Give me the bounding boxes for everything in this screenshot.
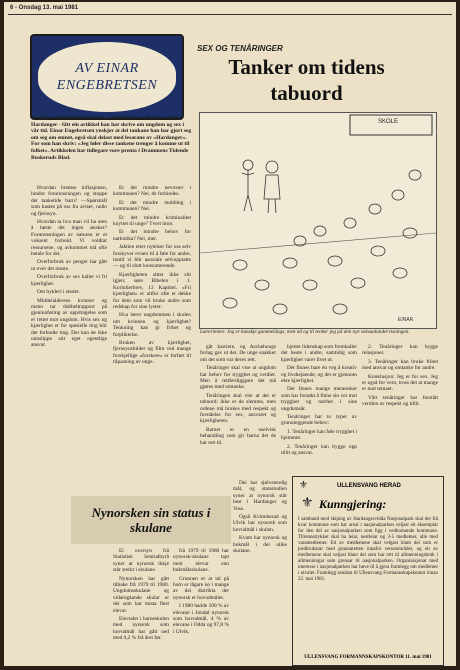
cartoon-label: SKOLE xyxy=(378,119,399,125)
notice-text: I samband med skiping av Hardangervidda Nasjonalpark skal det frå kvar kommune som har areal i nasjonalparken veljast eit eksemplar for den del av nasjonalparken som ligg i vedkomande kommune. Tilrennstrykket skal ha leiar, nestleiar og 3-5 medlemer, alle med varamedlemer. Eit av medlemene skal velgast blant dei som er jordbrukarar med grunnaretten innafor verneområdet, og eit av medlemene skal veljast blant dei som har rett til allmenningsbruk i allmenningar som grensar til nasjonalparken. Organisasjonar med interesse i nasjonalparken har høve til å gjera framlegg om medlemer i utvalet. Framlegg sendast til Ullensvang Formannskapskontor innan 22. mai 1981. xyxy=(298,517,438,582)
paragraph: Det finnes mange mennesker som har forsøkt å finne sin vei mot trygghet og nærhet i sine ungdomsår. xyxy=(281,386,357,412)
byline: AV EINAR ENGEBRETSEN xyxy=(56,61,158,93)
paragraph: 2. Tenåringer kan bygge relasjoner. xyxy=(362,344,438,357)
paragraph: Nynorsken har gått tilbake frå 1979 til 1980. Ungdomsskulane og vidaregåande skular er dei som har mista flest elevar. xyxy=(113,575,169,614)
paragraph: Hvordan bremse inflasjonen, hindre forurensningen og stoppe det tanketide barn? —Spørsmål som kastes på oss fra aviser, radio og fjernsyn. xyxy=(31,185,107,217)
sub-column-1 xyxy=(113,548,169,660)
paragraph: Tenåringen skal vite at det er tabuord: ikke er de slemme, men ordene må brukes med respekt og forståelse for sex, ansvaret og kjærligheten. xyxy=(200,392,276,425)
sub-column-3 xyxy=(233,480,287,660)
subheadline-box xyxy=(71,496,231,544)
paragraph: Er det mindre behov for narkotika? Nei, mer. xyxy=(113,229,191,242)
article-column-4 xyxy=(281,344,357,474)
paragraph: Bruken av kjærlighet, fjernsynsbilder og film ved mange forskjellige «forskere» er forført til tilpasning av unge. xyxy=(113,339,191,366)
paragraph: Hva lærer ungdommen i skolen om kvinnen og kjærlighet? Tenkning kan gi frihet og forpliktelse. xyxy=(113,312,191,338)
paragraph: Middelalderens kvinner og menn tar dobbeltrapport på gjeninnføring av oppdragelse som er rettet mot ungdom. Hvis sex og kjærlighet er for spesielle ting blir det forbudte ting. Der kan de ikke unnslippe sitt eget egentlige ansvar. xyxy=(31,297,107,349)
cartoon-signature: EINAR xyxy=(398,317,414,323)
paragraph: Jaktien etter nytelser for oss selv forskyver evnen til å føle for andre, inntil vi blir asosiale selvopptatte — og til slutt konsumerende. xyxy=(113,244,191,270)
cartoon xyxy=(199,112,437,329)
paragraph: Konklusjon: Jeg er for sex. Jeg er også for vern, tross det at mange er mot temaet. xyxy=(362,373,438,393)
paragraph: Barnet er en uselvisk behandling som gir barna det de har rett til. xyxy=(200,426,276,446)
kicker: SEX OG TENÅRINGER xyxy=(197,44,283,53)
paragraph: Tenåringer har to typer av grunnleggende behov: xyxy=(281,414,357,427)
paragraph: Ei oversyn frå Statistisk Sentralbyrå syner at nynorsk ikkje står sterkt i skulane. xyxy=(113,548,169,574)
article-column-5 xyxy=(362,344,438,472)
paragraph: Tenåringer skal vise at ungdom har behov for trygghet og verdier. Men å rettferdiggjøre det må gjøres med omtanke. xyxy=(200,365,276,391)
municipal-notice xyxy=(292,476,444,666)
article-column-3 xyxy=(200,344,276,474)
ingress: Fra Einar Engebretsen har me - gjennom ein av lesarane våre i Hardanger - fått ein artikkel han har skrive om ungdom og sex i vår tid. Einar Engebretsen ynskjer at dei tankane han har gjort seg om seg om emnet, også skal delast med lesarane av «Hardanger». For som han skriv: «Jeg føler disse tankene trenger å komme ut til folket». Artikkelen har tidlegare vore prenta i Drammens Tidende Buskeruds Blad. xyxy=(31,115,192,161)
paragraph: 3. Tenåringer kan bruke frihet med ansvar og omtanke for andre. xyxy=(362,358,438,372)
header-rule xyxy=(8,14,452,15)
crest-icon: ⚜ xyxy=(299,480,308,491)
paragraph: Er det mindre nevroser i kommunen? Nei, de forbindes. xyxy=(113,185,191,198)
paragraph: Grunnen er at tal på born er lågare no i mange av dei distrikta der nynorsk er hovudmålet. xyxy=(173,575,229,601)
paragraph: Overforbruk av sex kaller vi fri kjærlighet. xyxy=(31,274,107,287)
paragraph: Kvam har nynorsk og bokmål i dei ulike skulane. xyxy=(233,535,287,555)
paragraph: Elevtalet i barneskulen med nynorsk som hovudmål har gått ned med 0,2 % frå året før. xyxy=(113,616,169,642)
sub-column-2 xyxy=(173,548,229,660)
paragraph: hjertet lidenskap som fremkaller det beste i andre, samtidig som kjærlighet varer livet ut. xyxy=(281,344,357,363)
paragraph: Også Kvinnherad og Ulvik har nynorsk som hovudmål i skulen. xyxy=(233,514,287,533)
page-header: 6 - Onsdag 13. mai 1981 xyxy=(10,5,79,11)
paragraph: 2. Tenåringer kan bygge opp tillit og ansvar. xyxy=(281,443,357,457)
headline: Tanker om tidens tabuord xyxy=(228,55,385,105)
notice-title: Kunngjering: xyxy=(319,497,387,511)
paragraph: Er det mindre kriminalitet knyttet til unge? Tvert imot. xyxy=(113,214,191,228)
paragraph: Vårt tenåringer har forstått verdien av respekt og tillit. xyxy=(362,394,438,408)
cartoon-drawing xyxy=(200,113,436,328)
paragraph: Er det mindre mobbing i kommunen? Nei. xyxy=(113,199,191,213)
subheadline: Nynorsken sin status i skulane xyxy=(91,505,211,535)
cartoon-caption: Lærerinnen: Jeg er kanskje gammeldags, men nå og til tenker jeg på den nye seksualundervisningen. xyxy=(200,329,410,335)
article-column-2 xyxy=(113,185,191,485)
paragraph: frå 1979 til 1980 har nynorsk-skulane tapt meir elevar enn bokmålsskulane. xyxy=(173,548,229,574)
notice-signature: ULLENSVANG FORMANNSKAPSKONTOR 11. mai 1981 xyxy=(304,655,432,660)
paragraph: Dei har sjølvstendig mål, og statsstudien syner at nynorsk står best i Hardanger og Voss. xyxy=(233,480,287,512)
paragraph: Hvordan ta hva man vil ha uten å bøste det ingen ønsker? Forurensningen av naturen er et voksent forhold. Vi voldtar ressursene, og avkommet må ofte betale for det. xyxy=(31,219,107,258)
paragraph: går karriere, og Aschehougs forlag gav ut det. De unge snakker om det som var deres rett. xyxy=(200,344,276,363)
byline-box xyxy=(30,34,184,120)
paragraph: Om hykleri i stedet. xyxy=(37,289,80,296)
paragraph: Overforbruk av penger har gått ut over det meste. xyxy=(31,259,107,272)
article-column-1 xyxy=(31,185,107,660)
crest-icon: ⚜ xyxy=(301,496,314,511)
paragraph: I 1980 hadde 100 % av elevane i Jondal nynorsk som hovudmål, 4 % av elevane i Odda og 97,8 % i Ulvik. xyxy=(173,603,229,635)
notice-org: ULLENSVANG HERAD xyxy=(337,483,401,489)
paragraph: Det finnes bare én veg å kreativ og livsbejaende, og det er gjennom ekte kjærlighet. xyxy=(281,365,357,385)
paragraph: Kjærligheten sitter ikke sitt igjen; søre Bibelen i 1. Korintierbrev, 13 Kapittel. «Fri kjærlighet» er altfor ofte et dekke for dem som vil bruke andre som redskap for sine lyster. xyxy=(113,271,191,310)
paragraph: 1. Tenåringer kan føle trygghet i hjemmet. xyxy=(281,428,357,442)
newspaper-page xyxy=(4,2,456,666)
